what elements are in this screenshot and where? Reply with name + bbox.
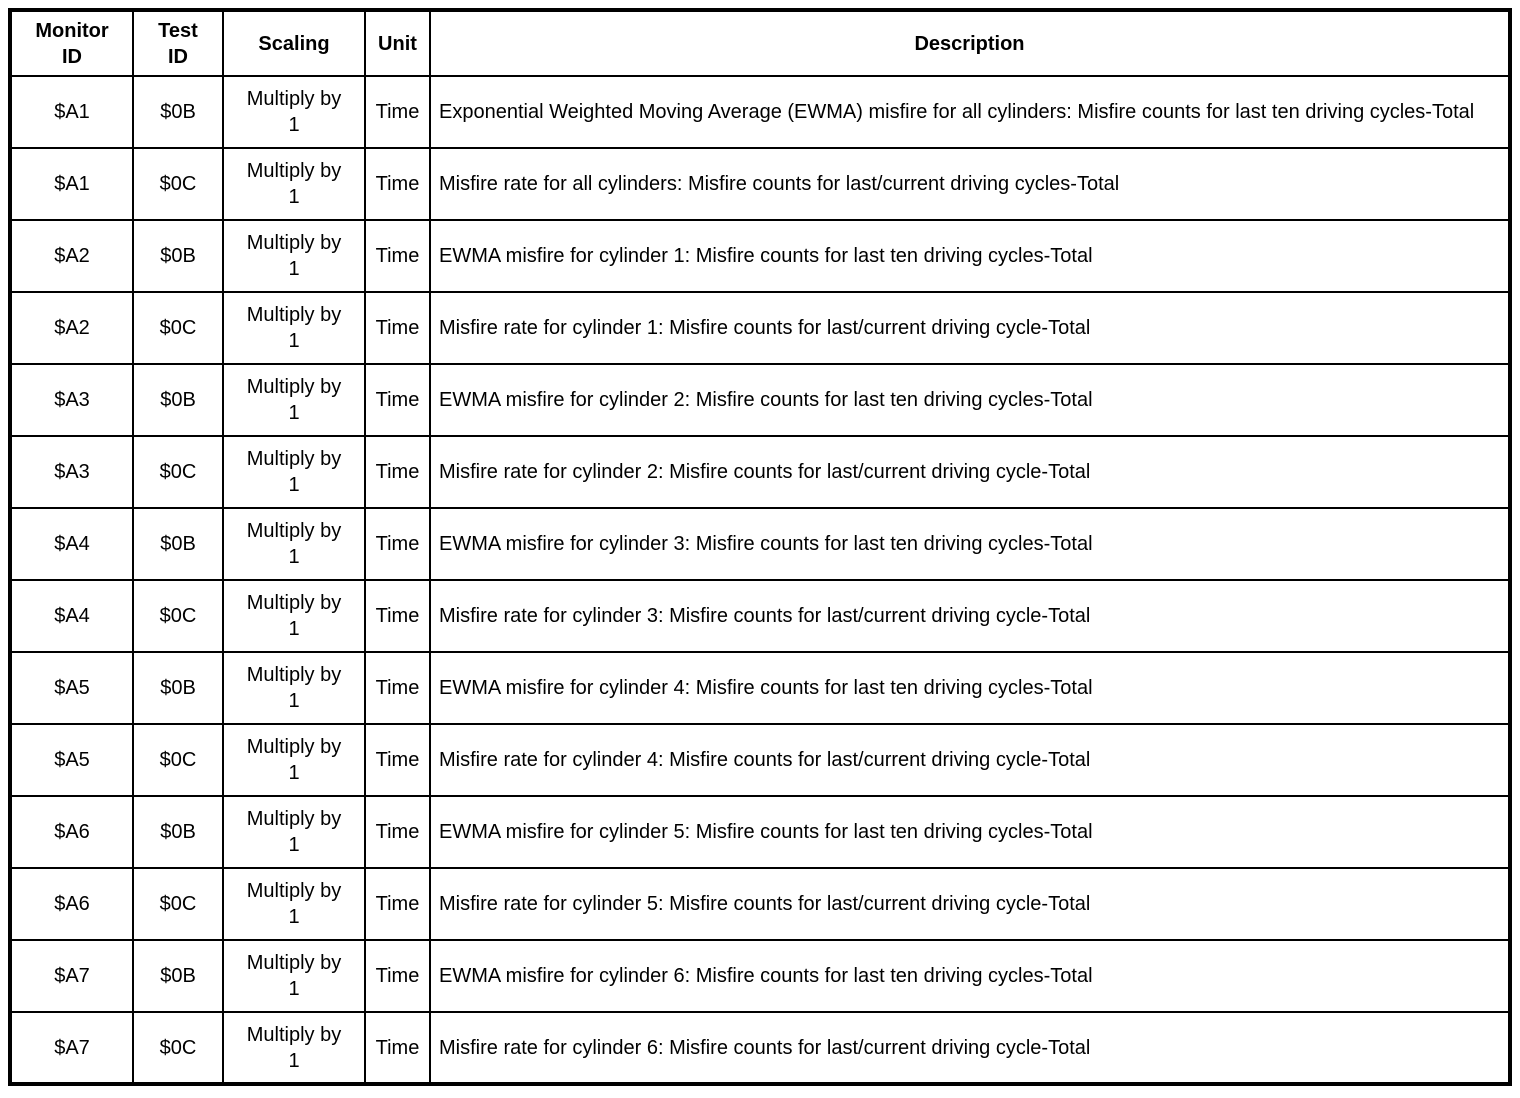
description-cell: Misfire rate for cylinder 2: Misfire counts for last/current driving cycle-Total (430, 436, 1510, 508)
unit-cell: Time (365, 76, 430, 148)
monitor-id-cell: $A3 (10, 364, 133, 436)
unit-cell: Time (365, 580, 430, 652)
test-id-cell: $0C (133, 868, 223, 940)
description-cell: Misfire rate for cylinder 1: Misfire counts for last/current driving cycle-Total (430, 292, 1510, 364)
table-row (10, 508, 1510, 580)
unit-cell: Time (365, 220, 430, 292)
test-id-cell: $0C (133, 724, 223, 796)
monitor-id-cell: $A1 (10, 76, 133, 148)
table-row (10, 220, 1510, 292)
description-cell: EWMA misfire for cylinder 2: Misfire counts for last ten driving cycles-Total (430, 364, 1510, 436)
scaling-cell-label: Multiply by 1 (246, 592, 342, 640)
test-id-cell: $0C (133, 148, 223, 220)
scaling-cell-label: Multiply by 1 (246, 376, 342, 424)
test-id-cell: $0B (133, 796, 223, 868)
monitor-id-cell: $A7 (10, 1012, 133, 1084)
description-cell: Misfire rate for cylinder 5: Misfire counts for last/current driving cycle-Total (430, 868, 1510, 940)
scaling-cell-label: Multiply by 1 (246, 880, 342, 928)
test-id-cell: $0B (133, 76, 223, 148)
test-id-cell: $0C (133, 292, 223, 364)
column-header-test-id-label: Test ID (158, 19, 198, 68)
scaling-cell-label: Multiply by 1 (246, 88, 342, 136)
monitor-id-cell: $A3 (10, 436, 133, 508)
column-header-unit: Unit (365, 10, 430, 76)
test-id-cell: $0B (133, 364, 223, 436)
monitor-id-cell: $A6 (10, 868, 133, 940)
scaling-cell (223, 292, 365, 364)
unit-cell: Time (365, 508, 430, 580)
unit-cell: Time (365, 1012, 430, 1084)
description-cell: Misfire rate for cylinder 6: Misfire counts for last/current driving cycle-Total (430, 1012, 1510, 1084)
scaling-cell (223, 76, 365, 148)
unit-cell: Time (365, 796, 430, 868)
scaling-cell-label: Multiply by 1 (246, 520, 342, 568)
column-header-monitor-id-label: Monitor ID (35, 19, 109, 68)
scaling-cell (223, 508, 365, 580)
description-cell: EWMA misfire for cylinder 3: Misfire counts for last ten driving cycles-Total (430, 508, 1510, 580)
monitor-id-cell: $A2 (10, 292, 133, 364)
scaling-cell (223, 580, 365, 652)
monitor-id-cell: $A5 (10, 652, 133, 724)
scaling-cell-label: Multiply by 1 (246, 232, 342, 280)
scaling-cell (223, 148, 365, 220)
scaling-cell (223, 796, 365, 868)
description-cell: EWMA misfire for cylinder 4: Misfire counts for last ten driving cycles-Total (430, 652, 1510, 724)
monitor-id-cell: $A4 (10, 508, 133, 580)
scaling-cell (223, 652, 365, 724)
scaling-cell (223, 436, 365, 508)
table-row (10, 364, 1510, 436)
monitor-id-cell: $A7 (10, 940, 133, 1012)
scaling-cell (223, 724, 365, 796)
unit-cell: Time (365, 292, 430, 364)
description-cell: EWMA misfire for cylinder 1: Misfire counts for last ten driving cycles-Total (430, 220, 1510, 292)
table-header-row (10, 10, 1510, 76)
table-row (10, 580, 1510, 652)
scaling-cell (223, 940, 365, 1012)
test-id-cell: $0B (133, 940, 223, 1012)
scaling-cell-label: Multiply by 1 (246, 664, 342, 712)
monitor-id-cell: $A1 (10, 148, 133, 220)
unit-cell: Time (365, 724, 430, 796)
scaling-cell (223, 1012, 365, 1084)
misfire-monitor-test-table (8, 8, 1512, 1086)
scaling-cell (223, 868, 365, 940)
table-row (10, 724, 1510, 796)
scaling-cell (223, 220, 365, 292)
test-id-cell: $0B (133, 508, 223, 580)
description-cell: EWMA misfire for cylinder 5: Misfire counts for last ten driving cycles-Total (430, 796, 1510, 868)
table-body (10, 76, 1510, 1084)
monitor-id-cell: $A6 (10, 796, 133, 868)
scaling-cell-label: Multiply by 1 (246, 808, 342, 856)
unit-cell: Time (365, 364, 430, 436)
scaling-cell-label: Multiply by 1 (246, 952, 342, 1000)
unit-cell: Time (365, 148, 430, 220)
column-header-description: Description (430, 10, 1510, 76)
test-id-cell: $0C (133, 1012, 223, 1084)
scaling-cell-label: Multiply by 1 (246, 160, 342, 208)
unit-cell: Time (365, 868, 430, 940)
column-header-scaling: Scaling (223, 10, 365, 76)
description-cell: Misfire rate for cylinder 3: Misfire counts for last/current driving cycle-Total (430, 580, 1510, 652)
table-row (10, 148, 1510, 220)
scaling-cell-label: Multiply by 1 (246, 304, 342, 352)
description-cell: Exponential Weighted Moving Average (EWMA) misfire for all cylinders: Misfire counts for last ten driving cycles-Total (430, 76, 1510, 148)
table-row (10, 796, 1510, 868)
scaling-cell-label: Multiply by 1 (246, 736, 342, 784)
table-row (10, 436, 1510, 508)
table-row (10, 868, 1510, 940)
table-row (10, 652, 1510, 724)
description-cell: Misfire rate for cylinder 4: Misfire counts for last/current driving cycle-Total (430, 724, 1510, 796)
column-header-monitor-id (10, 10, 133, 76)
table-row (10, 76, 1510, 148)
unit-cell: Time (365, 436, 430, 508)
test-id-cell: $0B (133, 652, 223, 724)
unit-cell: Time (365, 940, 430, 1012)
monitor-id-cell: $A5 (10, 724, 133, 796)
table-row (10, 1012, 1510, 1084)
unit-cell: Time (365, 652, 430, 724)
monitor-id-cell: $A2 (10, 220, 133, 292)
scaling-cell-label: Multiply by 1 (246, 1023, 342, 1072)
test-id-cell: $0C (133, 580, 223, 652)
table-row (10, 940, 1510, 1012)
column-header-test-id (133, 10, 223, 76)
scaling-cell (223, 364, 365, 436)
test-id-cell: $0B (133, 220, 223, 292)
description-cell: EWMA misfire for cylinder 6: Misfire counts for last ten driving cycles-Total (430, 940, 1510, 1012)
table-row (10, 292, 1510, 364)
monitor-id-cell: $A4 (10, 580, 133, 652)
scaling-cell-label: Multiply by 1 (246, 448, 342, 496)
description-cell: Misfire rate for all cylinders: Misfire counts for last/current driving cycles-Total (430, 148, 1510, 220)
test-id-cell: $0C (133, 436, 223, 508)
